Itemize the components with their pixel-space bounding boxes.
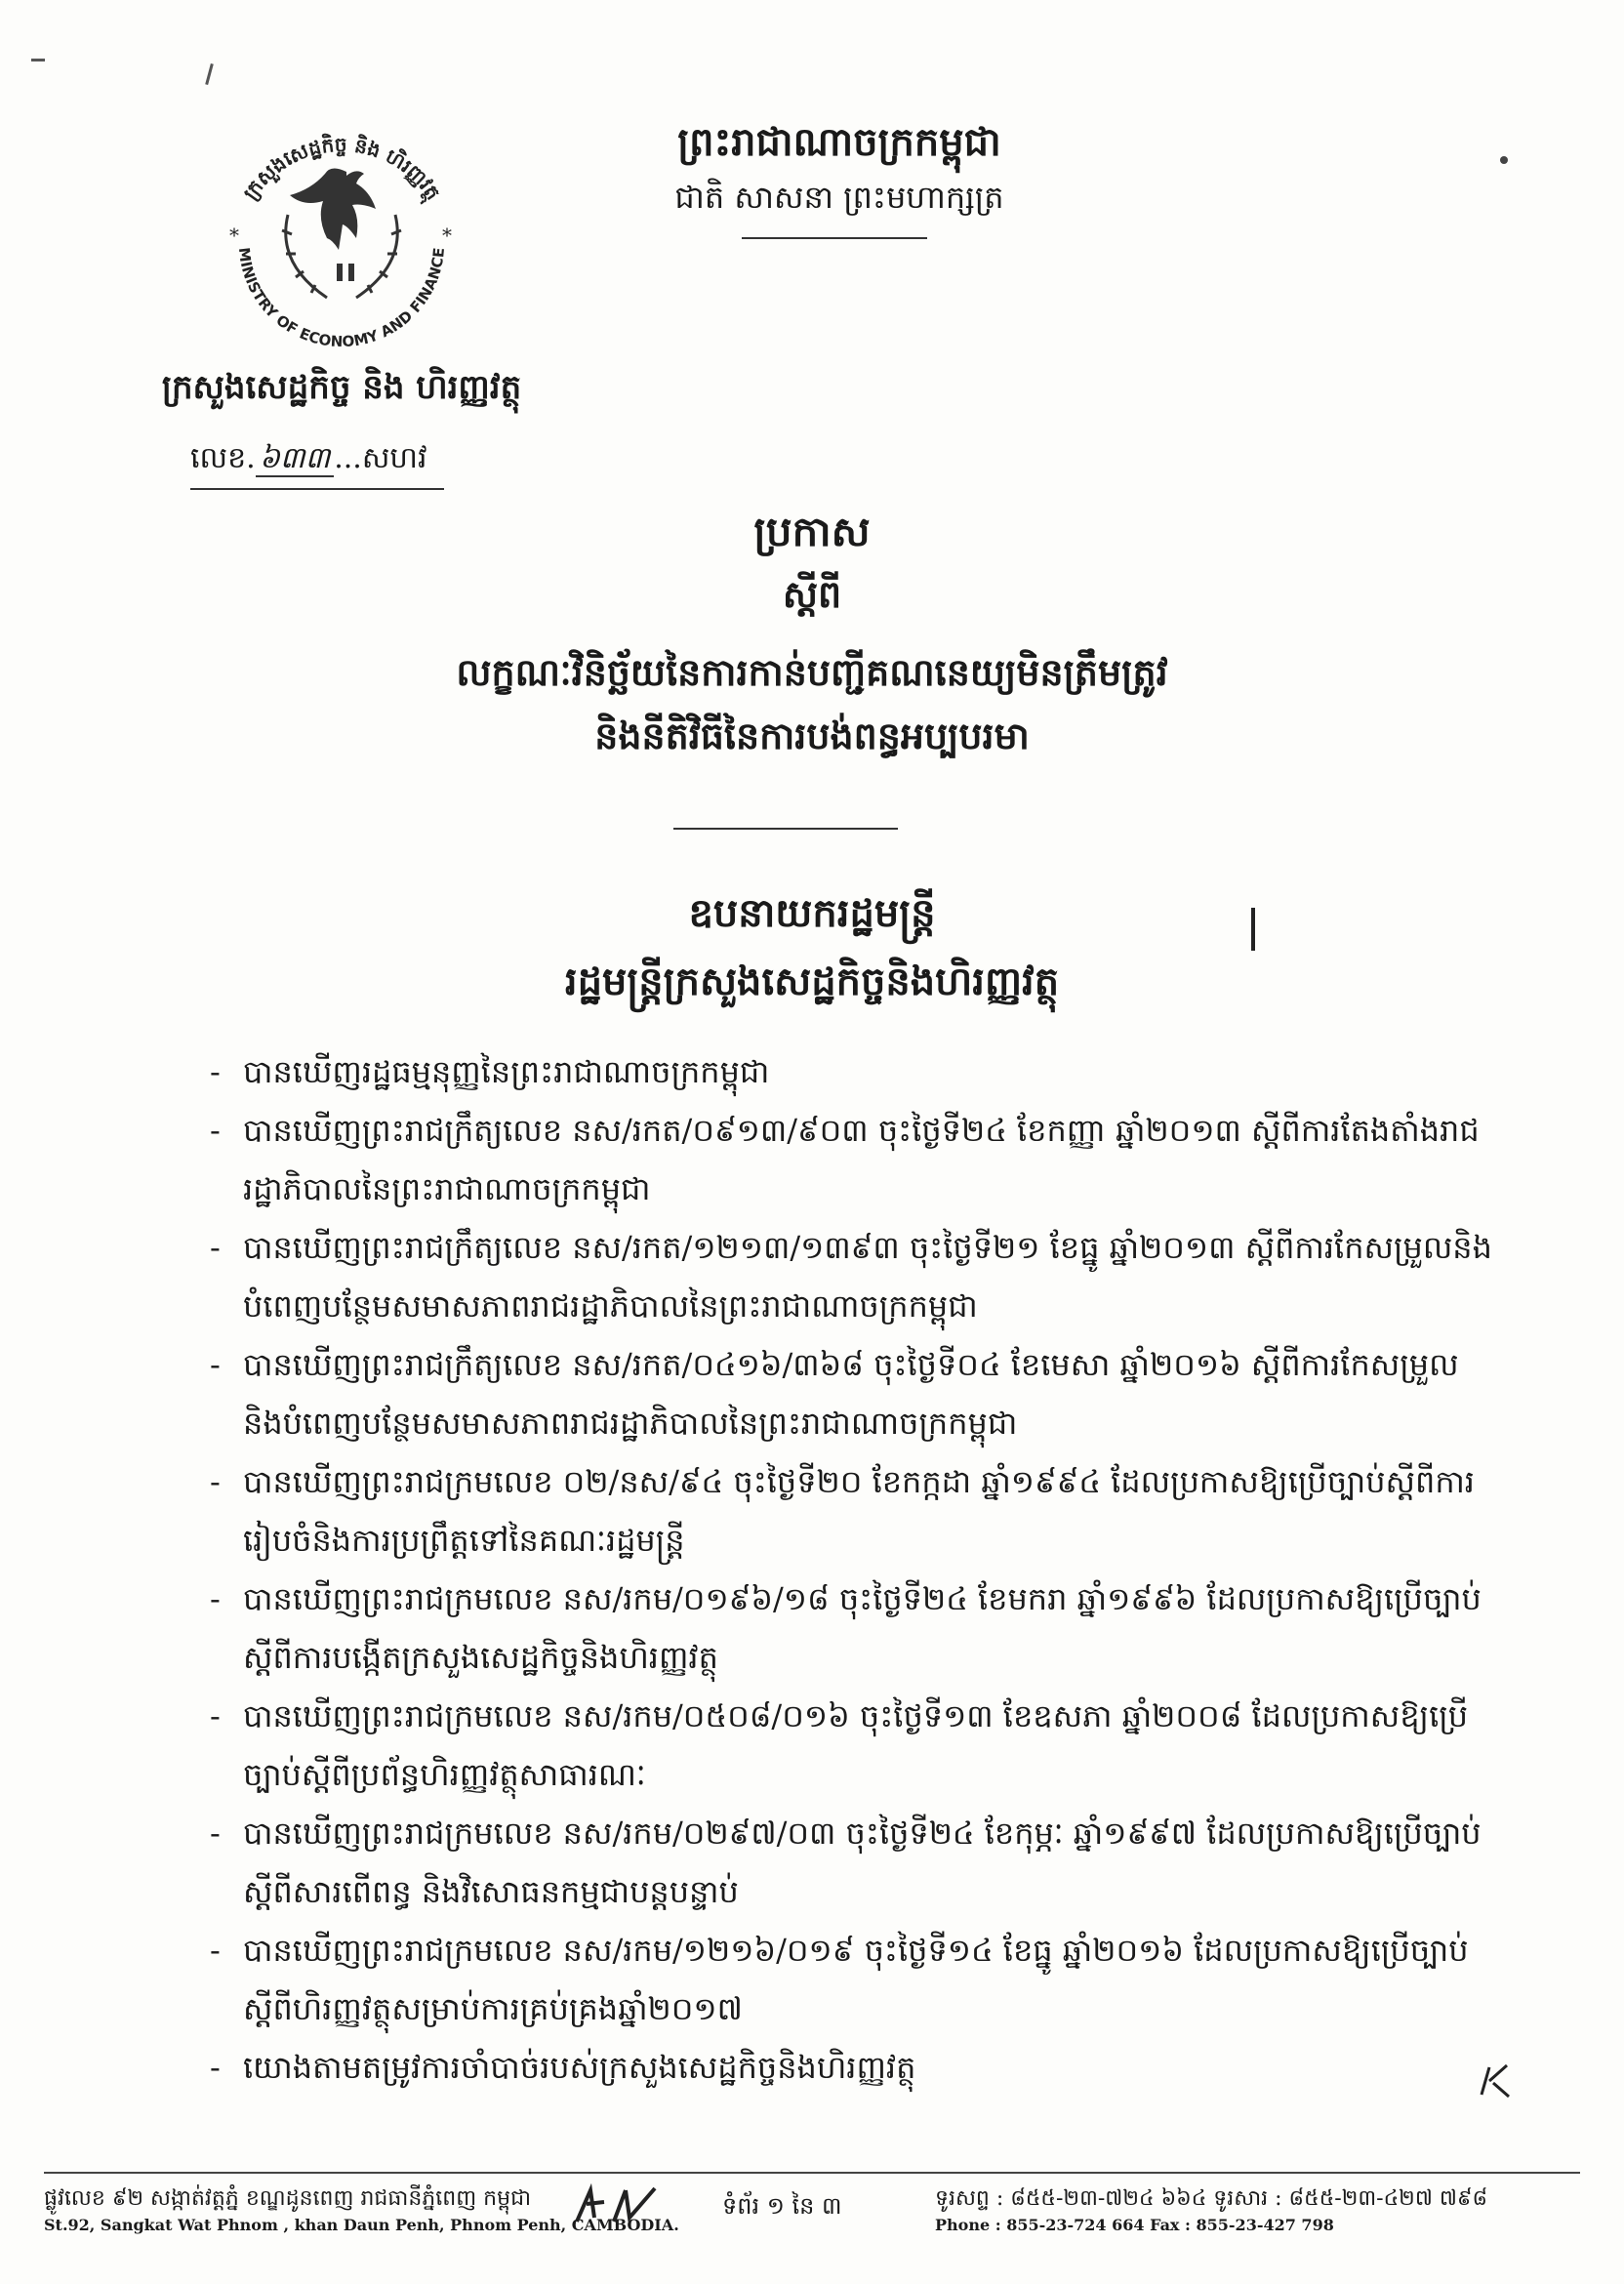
footer-phone-km: ទូរសព្ទ : ៨៥៥-២៣-៧២៤ ៦៦៤ ទូរសារ : ៨៥៥-២៣-៤២៧ ៧៩៨	[935, 2186, 1488, 2211]
list-item-text: បានឃើញព្រះរាជក្រឹត្យលេខ នស/រកត/១២១៣/១៣៩៣ ចុះថ្ងៃទី២១ ខែធ្នូ ឆ្នាំ២០១៣ ស្តីពីការកែសម្រួលនិងបំពេញបន្ថែមសមាសភាពរាជរដ្ឋាភិបាលនៃព្រះរាជាណាចក្រកម្ពុជា	[243, 1229, 1492, 1325]
reference-prefix: លេខ	[190, 441, 247, 475]
document-type: ប្រកាស	[753, 508, 871, 555]
list-item-text: បានឃើញព្រះរាជក្រមលេខ នស/រកម/០១៩៦/១៨ ចុះថ្ងៃទី២៤ ខែមករា ឆ្នាំ១៩៩៦ ដែលប្រកាសឱ្យប្រើច្បាប់ស្តីពីការបង្កើតក្រសួងសេដ្ឋកិច្ចនិងហិរញ្ញវត្ថុ	[243, 1580, 1482, 1676]
title-divider	[673, 828, 898, 830]
reference-underline	[190, 488, 444, 490]
footer-address-km: ផ្លូវលេខ ៩២ សង្កាត់វត្តភ្នំ ខណ្ឌដូនពេញ រាជធានីភ្នំពេញ កម្ពុជា	[44, 2186, 532, 2211]
bird-emblem-icon	[290, 168, 376, 281]
list-item: - បានឃើញព្រះរាជក្រឹត្យលេខ នស/រកត/០៤១៦/៣៦៨ ចុះថ្ងៃទី០៤ ខែមេសា ឆ្នាំ២០១៦ ស្តីពីការកែសម្រួលនិងបំពេញបន្ថែមសមាសភាពរាជរដ្ឋាភិបាលនៃព្រះរាជាណាចក្រកម្ពុជា	[210, 1346, 1459, 1442]
list-item-text: បានឃើញព្រះរាជក្រមលេខ នស/រកម/០៥០៨/០១៦ ចុះថ្ងៃទី១៣ ខែឧសភា ឆ្នាំ២០០៨ ដែលប្រកាសឱ្យប្រើច្បាប់ស្តីពីប្រព័ន្ធហិរញ្ញវត្ថុសាធារណៈ	[243, 1697, 1469, 1793]
handwritten-initials	[1476, 2061, 1515, 2100]
ministry-name: ក្រសួងសេដ្ឋកិច្ច និង ហិរញ្ញវត្ថុ	[161, 368, 522, 407]
list-item-text: បានឃើញព្រះរាជក្រមលេខ នស/រកម/១២១៦/០១៩ ចុះថ្ងៃទី១៤ ខែធ្នូ ឆ្នាំ២០១៦ ដែលប្រកាសឱ្យប្រើច្បាប់ស្តីពីហិរញ្ញវត្ថុសម្រាប់ការគ្រប់គ្រងឆ្នាំ២០១៧	[243, 1932, 1469, 2027]
list-item: - បានឃើញរដ្ឋធម្មនុញ្ញនៃព្រះរាជាណាចក្រកម្ពុជា	[210, 1053, 770, 1090]
list-item-text: យោងតាមតម្រូវការចាំបាច់របស់ក្រសួងសេដ្ឋកិច្ចនិងហិរញ្ញវត្ថុ	[243, 2049, 916, 2086]
footer-initials	[571, 2182, 669, 2231]
scan-mark	[1500, 156, 1508, 164]
subject-line-2: និងនីតិវិធីនៃការបង់ពន្ធអប្បបរមា	[594, 714, 1030, 757]
legal-basis-list	[210, 1042, 1498, 2097]
list-item: - បានឃើញព្រះរាជក្រឹត្យលេខ នស/រកត/០៩១៣/៩០៣ ចុះថ្ងៃទី២៤ ខែកញ្ញា ឆ្នាំ២០១៣ ស្តីពីការតែងតាំងរាជរដ្ឋាភិបាលនៃព្រះរាជាណាចក្រកម្ពុជា	[210, 1112, 1480, 1207]
issuer-title: ឧបនាយករដ្ឋមន្ត្រី	[688, 890, 936, 936]
motto-divider	[742, 237, 927, 239]
svg-text:*: *	[229, 224, 239, 247]
svg-text:*: *	[442, 224, 452, 247]
svg-text:MINISTRY OF ECONOMY AND FINANC	[235, 247, 448, 351]
ministry-logo	[210, 107, 473, 371]
logo-text-km: ក្រសួងសេដ្ឋកិច្ច និង ហិរញ្ញវត្ថុ	[238, 132, 446, 204]
subject-line-1: លក្ខណៈវិនិច្ឆ័យនៃការកាន់បញ្ជីគណនេយ្យមិនត្រឹមត្រូវ	[456, 650, 1168, 694]
margin-mark	[1251, 908, 1255, 951]
footer-address-en: St.92, Sangkat Wat Phnom , khan Daun Penh, Phnom Penh, CAMBODIA.	[44, 2216, 679, 2234]
reference-value: ៦៣៣	[256, 441, 335, 477]
national-motto: ជាតិ សាសនា ព្រះមហាក្សត្រ	[674, 179, 1004, 216]
list-item-text: បានឃើញរដ្ឋធម្មនុញ្ញនៃព្រះរាជាណាចក្រកម្ពុជា	[243, 1053, 770, 1090]
list-item-text: បានឃើញព្រះរាជក្រមលេខ នស/រកម/០២៩៧/០៣ ចុះថ្ងៃទី២៤ ខែកុម្ភៈ ឆ្នាំ១៩៩៧ ដែលប្រកាសឱ្យប្រើច្បាប់ស្តីពីសារពើពន្ធ និងវិសោធនកម្មជាបន្តបន្ទាប់	[243, 1815, 1482, 1910]
reference-number: លេខ. ៦៣៣ ...សហវ	[190, 441, 427, 475]
list-item: - បានឃើញព្រះរាជក្រឹត្យលេខ នស/រកត/១២១៣/១៣៩៣ ចុះថ្ងៃទី២១ ខែធ្នូ ឆ្នាំ២០១៣ ស្តីពីការកែសម្រួលនិងបំពេញបន្ថែមសមាសភាពរាជរដ្ឋាភិបាលនៃព្រះរាជាណាចក្រកម្ពុជា	[210, 1229, 1492, 1325]
list-item: - បានឃើញព្រះរាជក្រមលេខ នស/រកម/១២១៦/០១៩ ចុះថ្ងៃទី១៤ ខែធ្នូ ឆ្នាំ២០១៦ ដែលប្រកាសឱ្យប្រើច្បាប់ស្តីពីហិរញ្ញវត្ថុសម្រាប់ការគ្រប់គ្រងឆ្នាំ២០១៧	[210, 1932, 1469, 2027]
list-item: - បានឃើញព្រះរាជក្រមលេខ ០២/នស/៩៤ ចុះថ្ងៃទី២០ ខែកក្កដា ឆ្នាំ១៩៩៤ ដែលប្រកាសឱ្យប្រើច្បាប់ស្តីពីការរៀបចំនិងការប្រព្រឹត្តទៅនៃគណៈរដ្ឋមន្ត្រី	[210, 1463, 1475, 1559]
reference-suffix: សហវ	[361, 441, 427, 475]
scan-mark	[31, 59, 45, 61]
list-item: - យោងតាមតម្រូវការចាំបាច់របស់ក្រសួងសេដ្ឋកិច្ចនិងហិរញ្ញវត្ថុ	[210, 2049, 916, 2086]
scan-mark	[205, 63, 214, 85]
list-item-text: បានឃើញព្រះរាជក្រមលេខ ០២/នស/៩៤ ចុះថ្ងៃទី២០ ខែកក្កដា ឆ្នាំ១៩៩៤ ដែលប្រកាសឱ្យប្រើច្បាប់ស្តីពីការរៀបចំនិងការប្រព្រឹត្តទៅនៃគណៈរដ្ឋមន្ត្រី	[243, 1463, 1475, 1559]
kingdom-title: ព្រះរាជាណាចក្រកម្ពុជា	[677, 119, 1001, 165]
list-item-text: បានឃើញព្រះរាជក្រឹត្យលេខ នស/រកត/០៤១៦/៣៦៨ ចុះថ្ងៃទី០៤ ខែមេសា ឆ្នាំ២០១៦ ស្តីពីការកែសម្រួលនិងបំពេញបន្ថែមសមាសភាពរាជរដ្ឋាភិបាលនៃព្រះរាជាណាចក្រកម្ពុជា	[243, 1346, 1459, 1442]
list-item-text: បានឃើញព្រះរាជក្រឹត្យលេខ នស/រកត/០៩១៣/៩០៣ ចុះថ្ងៃទី២៤ ខែកញ្ញា ឆ្នាំ២០១៣ ស្តីពីការតែងតាំងរាជរដ្ឋាភិបាលនៃព្រះរាជាណាចក្រកម្ពុជា	[243, 1112, 1480, 1207]
list-item: - បានឃើញព្រះរាជក្រមលេខ នស/រកម/០២៩៧/០៣ ចុះថ្ងៃទី២៤ ខែកុម្ភៈ ឆ្នាំ១៩៩៧ ដែលប្រកាសឱ្យប្រើច្បាប់ស្តីពីសារពើពន្ធ និងវិសោធនកម្មជាបន្តបន្ទាប់	[210, 1815, 1482, 1910]
footer-rule	[44, 2172, 1580, 2174]
document-about: ស្តីពី	[782, 572, 842, 616]
page-indicator: ទំព័រ ១ នៃ ៣	[722, 2192, 842, 2220]
list-item: - បានឃើញព្រះរាជក្រមលេខ នស/រកម/០៥០៨/០១៦ ចុះថ្ងៃទី១៣ ខែឧសភា ឆ្នាំ២០០៨ ដែលប្រកាសឱ្យប្រើច្បាប់ស្តីពីប្រព័ន្ធហិរញ្ញវត្ថុសាធារណៈ	[210, 1697, 1469, 1793]
issuer-ministry: រដ្ឋមន្ត្រីក្រសួងសេដ្ឋកិច្ចនិងហិរញ្ញវត្ថុ	[564, 958, 1060, 1004]
logo-text-en: MINISTRY OF ECONOMY AND FINANCE	[234, 246, 449, 351]
list-item: - បានឃើញព្រះរាជក្រមលេខ នស/រកម/០១៩៦/១៨ ចុះថ្ងៃទី២៤ ខែមករា ឆ្នាំ១៩៩៦ ដែលប្រកាសឱ្យប្រើច្បាប់ស្តីពីការបង្កើតក្រសួងសេដ្ឋកិច្ចនិងហិរញ្ញវត្ថុ	[210, 1580, 1482, 1676]
footer-phone-en: Phone : 855-23-724 664 Fax : 855-23-427 798	[935, 2216, 1334, 2234]
